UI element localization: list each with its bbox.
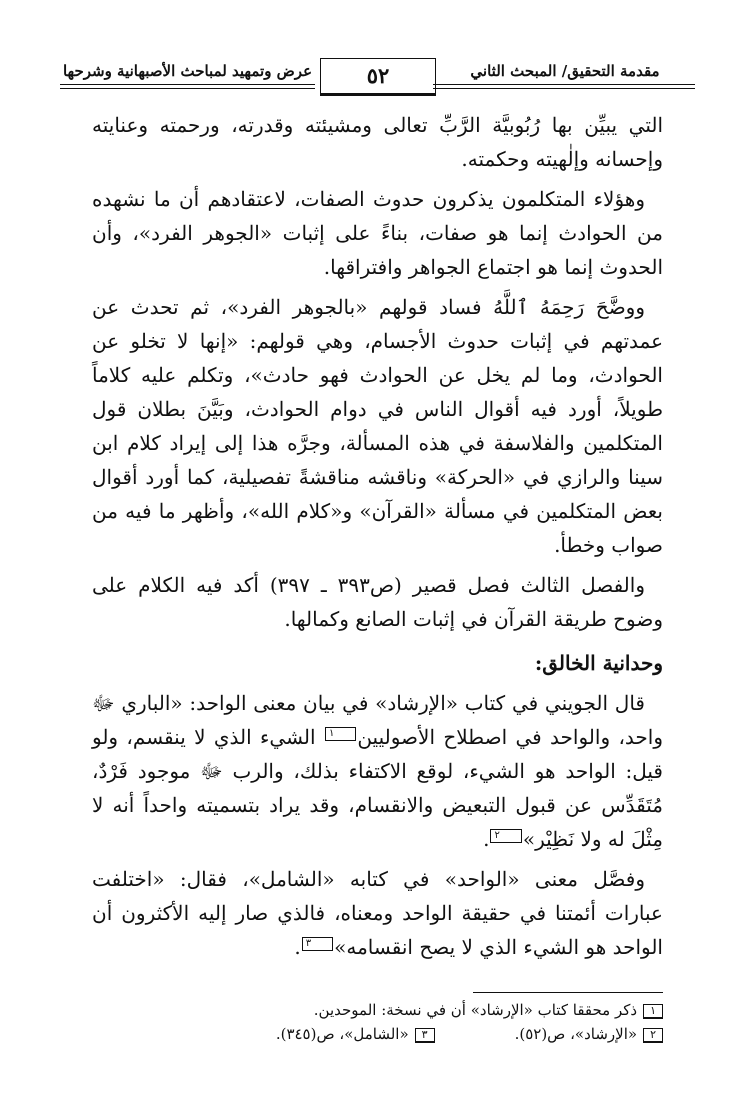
header-rule: [433, 84, 695, 85]
footnote-2-3: [92, 1022, 663, 1046]
page-header: [60, 58, 695, 100]
footnote-marker[interactable]: ١: [325, 727, 356, 741]
footnotes: [92, 998, 663, 1046]
header-rule: [433, 88, 695, 89]
footnote-number: ١: [643, 1004, 663, 1019]
paragraph: التي يبيِّن بها رُبُوبيَّة الرَّبِّ تعالى ومشيئته وقدرته، ورحمته وعنايته وإحسانه وإلٰهيته وحكمته.: [92, 113, 663, 171]
footnote-1: [92, 998, 663, 1022]
footnote-text: «الشامل»، ص(٣٤٥).: [275, 1025, 409, 1043]
chapter-title: مقدمة التحقيق/ المبحث الثاني: [470, 62, 660, 80]
header-rule: [60, 84, 315, 85]
paragraph: وهؤلاء المتكلمون يذكرون حدوث الصفات، لاعتقادهم أن ما نشهده من الحوادث إنما هو صفات، بناءً على إثبات «الجوهر الفرد»، وأن الحدوث إنما هو اجتماع الجواهر وافتراقها.: [92, 187, 663, 279]
paragraph-text: الشيء الذي لا ينقسم، ولو قيل: الواحد هو الشيء، لوقع الاكتفاء بذلك، والرب ﷻ موجود فَرْدٌ، مُتَقَدِّس عن قبول التبعيض والانقسام، وقد يراد بتسميته واحداً أنه لا مِثْلَ له ولا نَظِيْر»: [92, 725, 663, 851]
header-rule: [60, 88, 315, 89]
paragraph-text: قال الجويني في كتاب «الإرشاد» في بيان معنى الواحد: «الباري ﷻ واحد، والواحد في اصطلاح الأصوليين: [92, 691, 663, 749]
footnote-divider: [473, 992, 663, 993]
footnote-text: ذكر محققا كتاب «الإرشاد» أن في نسخة: الموحدين.: [313, 1001, 638, 1019]
footnote-marker[interactable]: ٢: [490, 829, 521, 843]
paragraph-text: وفصَّل معنى «الواحد» في كتابه «الشامل»، فقال: «اختلفت عبارات أئمتنا في حقيقة الواحد ومعناه، فالذي صار إليه الأكثرون أن الواحد هو الشيء الذي لا يصح انقسامه»: [92, 867, 663, 959]
body-text: [92, 108, 663, 970]
page-number: ٥٢: [320, 58, 436, 96]
paragraph: ووضَّحَ رَحِمَهُ ٱللَّهُ فساد قولهم «بالجوهر الفرد»، ثم تحدث عن عمدتهم في إثبات حدوث الأجسام، وهي قولهم: «إنها لا تخلو عن الحوادث، وما لم يخل عن الحوادث فهو حادث»، وتكلم عليه كلاماً طويلاً، أورد فيه أقوال الناس في دوام الحوادث، وبَيَّنَ بطلان قول المتكلمين والفلاسفة في هذه المسألة، وجرَّه هذا إلى إيراد كلام ابن سينا والرازي في «الحركة» وناقشه مناقشةً تفصيلية، كما أورد أقوال بعض المتكلمين في مسألة «القرآن» و«كلام الله»، وأظهر ما فيه من صواب وخطأ.: [92, 295, 663, 557]
footnote-number: ٣: [415, 1028, 435, 1043]
footnote-text: «الإرشاد»، ص(٥٢).: [514, 1025, 638, 1043]
paragraph: قال الجويني في كتاب «الإرشاد» في بيان معنى الواحد: «الباري ﷻ واحد، والواحد في اصطلاح الأصوليين١ الشيء الذي لا ينقسم، ولو قيل: الواحد هو الشيء، لوقع الاكتفاء بذلك، والرب ﷻ موجود فَرْدٌ، مُتَقَدِّس عن قبول التبعيض والانقسام، وقد يراد بتسميته واحداً أنه لا مِثْلَ له ولا نَظِيْر»٢.: [92, 691, 663, 851]
paragraph: والفصل الثالث فصل قصير (ص٣٩٣ ـ ٣٩٧) أكد فيه الكلام على وضوح طريقة القرآن في إثبات الصانع وكمالها.: [92, 573, 663, 631]
footnote-number: ٢: [643, 1028, 663, 1043]
section-title: عرض وتمهيد لمباحث الأصبهانية وشرحها: [62, 62, 313, 80]
footnote-marker[interactable]: ٣: [302, 937, 333, 951]
section-heading: وحدانية الخالق:: [534, 651, 663, 675]
paragraph: وفصَّل معنى «الواحد» في كتابه «الشامل»، فقال: «اختلفت عبارات أئمتنا في حقيقة الواحد ومعناه، فالذي صار إليه الأكثرون أن الواحد هو الشيء الذي لا يصح انقسامه»٣.: [92, 867, 663, 959]
